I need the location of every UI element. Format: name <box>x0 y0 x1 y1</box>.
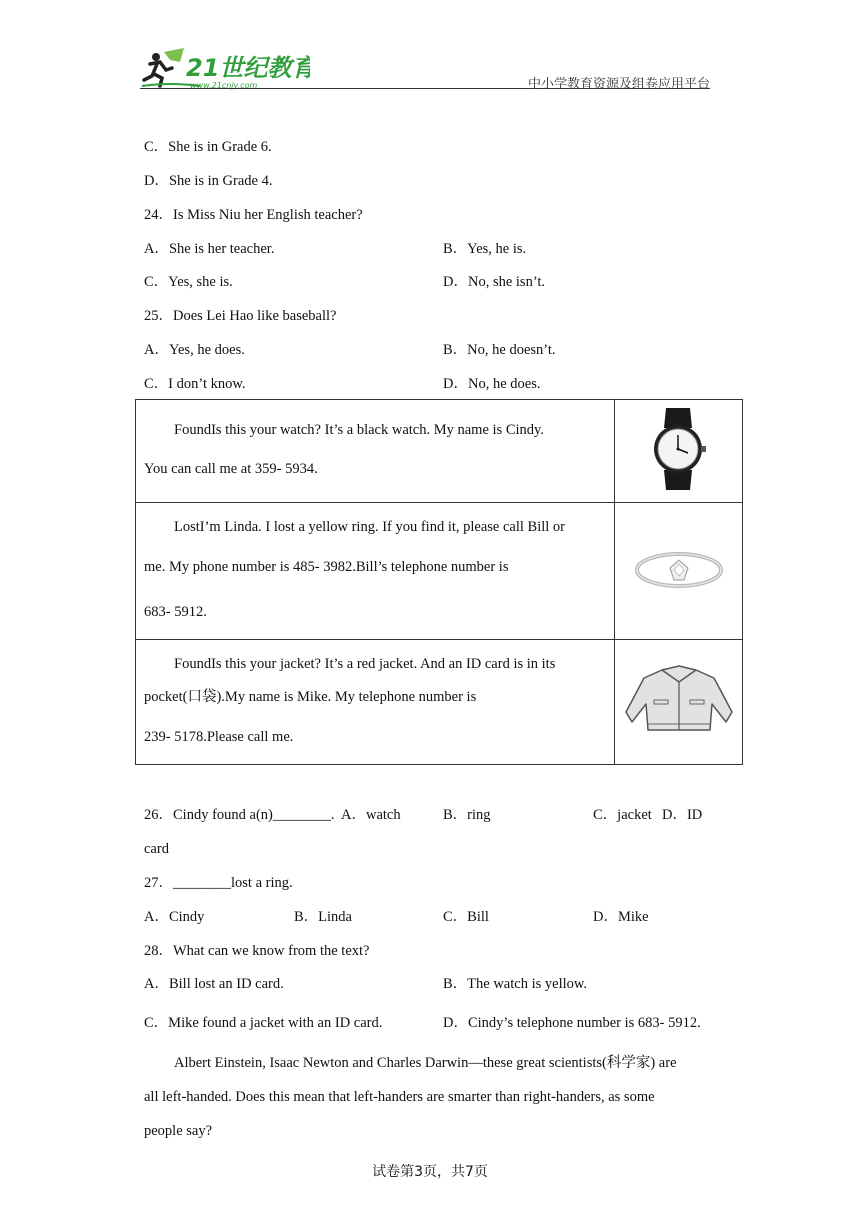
q25-option-c: C．I don’t know. <box>144 376 246 392</box>
ad-line: me. My phone number is 485‐ 3982.Bill’s telephone number is <box>144 559 509 575</box>
q27-stem: 27．________lost a ring. <box>144 875 293 891</box>
q28-option-d: D．Cindy’s telephone number is 683‐ 5912. <box>443 1015 701 1031</box>
ad-text-cell <box>136 503 615 640</box>
q25-option-d: D．No, he does. <box>443 376 541 392</box>
ad-text-cell <box>136 400 615 503</box>
q26-option-d: D．ID <box>662 807 703 823</box>
q28-option-a: A．Bill lost an ID card. <box>144 976 284 992</box>
platform-label: 中小学教育资源及组卷应用平台 <box>527 77 710 92</box>
q25-option-b: B．No, he doesn’t. <box>443 342 556 358</box>
ad-line: FoundIs this your watch? It’s a black watch. My name is Cindy. <box>174 422 544 438</box>
q25-option-a: A．Yes, he does. <box>144 342 245 358</box>
ad-image-cell <box>615 503 743 640</box>
q28-option-b: B．The watch is yellow. <box>443 976 588 992</box>
q28-stem: 28．What can we know from the text? <box>144 943 370 959</box>
ad-image-cell <box>615 640 743 765</box>
svg-text:www.21cnjy.com: www.21cnjy.com <box>190 81 258 90</box>
q24-stem: 24．Is Miss Niu her English teacher? <box>144 207 363 223</box>
q28-option-c: C．Mike found a jacket with an ID card. <box>144 1015 383 1031</box>
watch-icon <box>644 406 714 492</box>
q27-option-d: D．Mike <box>593 909 649 925</box>
table-row <box>136 503 743 640</box>
ad-line: You can call me at 359‐ 5934. <box>144 461 318 477</box>
q24-option-b: B．Yes, he is. <box>443 241 527 257</box>
ad-image-cell <box>615 400 743 503</box>
q26-stem: 26．Cindy found a(n)________. <box>144 807 335 823</box>
svg-text:21世纪教育: 21世纪教育 <box>186 54 310 82</box>
q26-option-d-wrap: card <box>144 841 169 857</box>
q26-option-c: C．jacket <box>593 807 652 823</box>
ad-line: 239‐ 5178.Please call me. <box>144 729 294 745</box>
ad-line: FoundIs this your jacket? It’s a red jacket. And an ID card is in its <box>174 656 556 672</box>
ring-icon <box>632 544 726 594</box>
q27-option-a: A．Cindy <box>144 909 205 925</box>
q24-option-c: C．Yes, she is. <box>144 274 233 290</box>
ad-text-cell <box>136 640 615 765</box>
q26-option-b: B．ring <box>443 807 491 823</box>
q27-option-b: B．Linda <box>294 909 352 925</box>
lost-found-table <box>135 399 743 765</box>
ad-line: pocket(口袋).My name is Mike. My telephone number is <box>144 689 477 705</box>
page-footer: 试卷第3页，共7页 <box>372 1164 488 1180</box>
q26-option-a: A．watch <box>341 807 401 823</box>
q27-option-c: C．Bill <box>443 909 489 925</box>
q24-option-d: D．No, she isn’t. <box>443 274 546 290</box>
site-logo <box>140 46 310 90</box>
q25-stem: 25．Does Lei Hao like baseball? <box>144 308 337 324</box>
q24-option-a: A．She is her teacher. <box>144 241 275 257</box>
ad-line: 683‐ 5912. <box>144 604 207 620</box>
q23-option-d: D．She is in Grade 4. <box>144 173 273 189</box>
passage-line: Albert Einstein, Isaac Newton and Charles Darwin—these great scientists(科学家) are <box>174 1055 677 1071</box>
runner-logo-icon <box>140 46 310 90</box>
ad-line: LostI’m Linda. I lost a yellow ring. If you find it, please call Bill or <box>174 519 566 535</box>
table-row <box>136 400 743 503</box>
jacket-icon <box>622 664 736 736</box>
header-divider <box>140 88 710 89</box>
table-row <box>136 640 743 765</box>
passage-line: people say? <box>144 1123 213 1139</box>
passage-line: all left-handed. Does this mean that left-handers are smarter than right-handers, as some <box>144 1089 655 1105</box>
q23-option-c: C．She is in Grade 6. <box>144 139 272 155</box>
